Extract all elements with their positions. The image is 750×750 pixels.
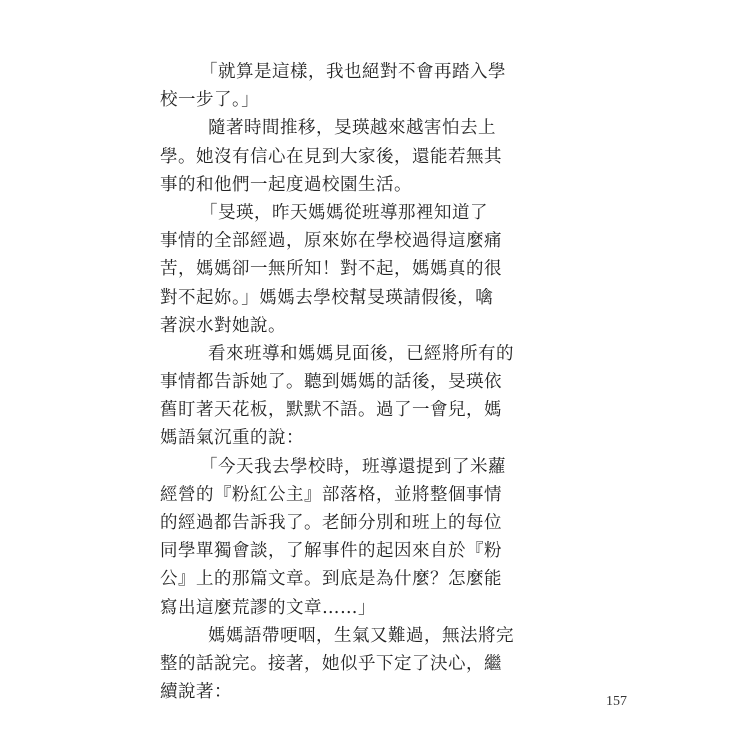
text-line: 媽語氣沉重的說： [160,428,304,449]
body-text [160,58,600,706]
text-line: 續說著： [160,682,232,703]
text-line: 學。她沒有信心在見到大家後，還能若無其 [160,146,502,167]
text-line: 校一步了。」 [160,90,260,111]
text-line: 事情都告訴她了。聽到媽媽的話後，旻瑛依 [160,372,502,393]
text-line: 事情的全部經過，原來妳在學校過得這麼痛 [160,231,502,252]
text-line: 公』上的那篇文章。到底是為什麼？怎麼能 [160,569,502,590]
text-line: 看來班導和媽媽見面後，已經將所有的 [208,343,514,364]
text-line: 寫出這麼荒謬的文章……」 [160,597,376,618]
text-line: 媽媽語帶哽咽，生氣又難過，無法將完 [208,625,514,646]
text-line: 同學單獨會談，了解事件的起因來自於『粉 [160,541,502,562]
text-line: 的經過都告訴我了。老師分別和班上的每位 [160,513,502,533]
text-line: 隨著時間推移，旻瑛越來越害怕去上 [208,118,496,139]
text-line: 「旻瑛，昨天媽媽從班導那裡知道了 [200,202,488,223]
text-line: 「就算是這樣，我也絕對不會再踏入學 [200,62,506,82]
text-line: 舊盯著天花板，默默不語。過了一會兒，媽 [160,400,502,421]
text-line: 對不起妳。」媽媽去學校幫旻瑛請假後，噙 [160,287,494,308]
text-line: 「今天我去學校時，班導還提到了米蘿 [200,456,506,477]
text-line: 苦，媽媽卻一無所知！對不起，媽媽真的很 [160,259,502,280]
page-number: 157 [606,694,627,709]
text-line: 著淚水對她說。 [160,315,286,336]
text-line: 經營的『粉紅公主』部落格，並將整個事情 [160,484,502,505]
text-line: 整的話說完。接著，她似乎下定了決心，繼 [160,653,502,674]
text-line: 事的和他們一起度過校園生活。 [160,174,412,195]
